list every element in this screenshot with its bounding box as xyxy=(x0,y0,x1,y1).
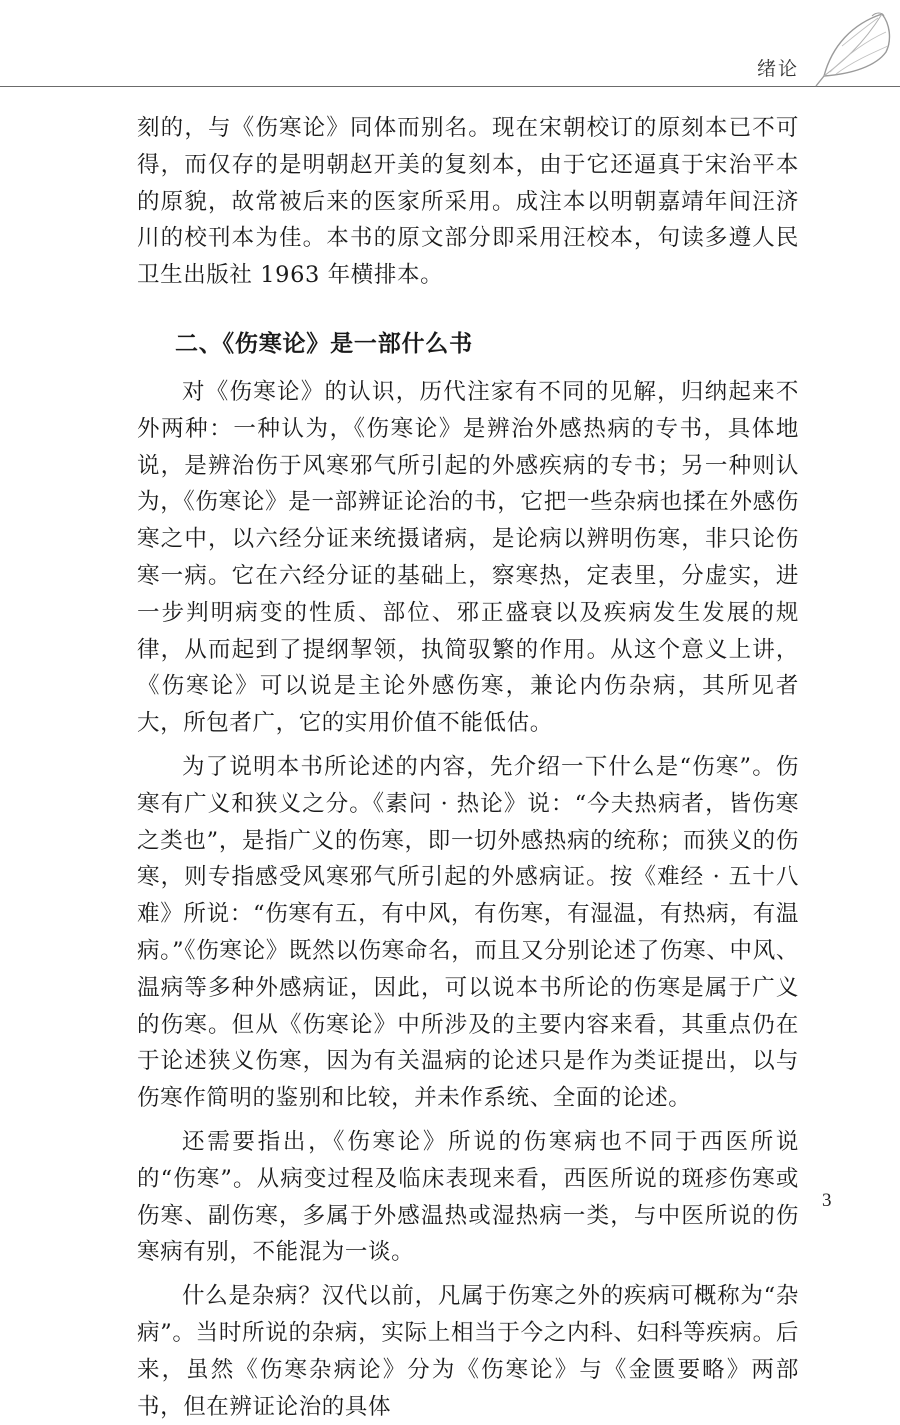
section-heading: 二、《伤寒论》是一部什么书 xyxy=(175,330,473,357)
body-paragraph-3: 还需要指出，《伤寒论》所说的伤寒病也不同于西医所说的“伤寒”。从病变过程及临床表现来看，西医所说的斑疹伤寒或伤寒、副伤寒，多属于外感温热或湿热病一类，与中医所说的伤寒病有别，不能混为一谈。 xyxy=(137,1128,799,1266)
body-paragraph-1: 对《伤寒论》的认识，历代注家有不同的见解，归纳起来不外两种：一种认为，《伤寒论》是辨治外感热病的专书，具体地说，是辨治伤于风寒邪气所引起的外感疾病的专书；另一种则认为，《伤寒论》是一部辨证论治的书，它把一些杂病也揉在外感伤寒之中，以六经分证来统摄诸病，是论病以辨明伤寒，非只论伤寒一病。它在六经分证的基础上，察寒热，定表里，分虚实，进一步判明病变的性质、部位、邪正盛衰以及疾病发生发展的规律，从而起到了提纲挈领，执简驭繁的作用。从这个意义上讲，《伤寒论》可以说是主论外感伤寒，兼论内伤杂病，其所见者大，所包者广，它的实用价值不能低估。 xyxy=(137,378,799,737)
header-rule xyxy=(0,86,900,87)
body-paragraph-4: 什么是杂病？汉代以前，凡属于伤寒之外的疾病可概称为“杂病”。当时所说的杂病，实际上相当于今之内科、妇科等疾病。后来，虽然《伤寒杂病论》分为《伤寒论》与《金匮要略》两部书，但在辨证论治的具体 xyxy=(137,1283,799,1420)
intro-paragraph: 刻的，与《伤寒论》同体而别名。现在宋朝校订的原刻本已不可得，而仅存的是明朝赵开美的复刻本，由于它还逼真于宋治平本的原貌，故常被后来的医家所采用。成注本以明朝嘉靖年间汪济川的校刊本为佳。本书的原文部分即采用汪校本，句读多遵人民卫生出版社 1963 年横排本。 xyxy=(137,115,799,289)
header-chapter-label: 绪论 xyxy=(757,58,800,80)
page-body xyxy=(137,110,799,1425)
body-paragraph-2: 为了说明本书所论述的内容，先介绍一下什么是“伤寒”。伤寒有广义和狭义之分。《素问 · 热论》说：“今夫热病者，皆伤寒之类也”，是指广义的伤寒，即一切外感热病的统称；而狭义的伤寒，则专指感受风寒邪气所引起的外感病证。按《难经 · 五十八难》所说：“伤寒有五，有中风，有伤寒，有湿温，有热病，有温病。”《伤寒论》既然以伤寒命名，而且又分别论述了伤寒、中风、温病等多种外感病证，因此，可以说本书所论的伤寒是属于广义的伤寒。但从《伤寒论》中所涉及的主要内容来看，其重点仍在于论述狭义伤寒，因为有关温病的论述只是作为类证提出，以与伤寒作简明的鉴别和比较，并未作系统、全面的论述。 xyxy=(137,753,799,1112)
running-header xyxy=(0,0,900,90)
ginkgo-leaf-icon xyxy=(812,6,896,88)
page-number: 3 xyxy=(822,1190,832,1211)
